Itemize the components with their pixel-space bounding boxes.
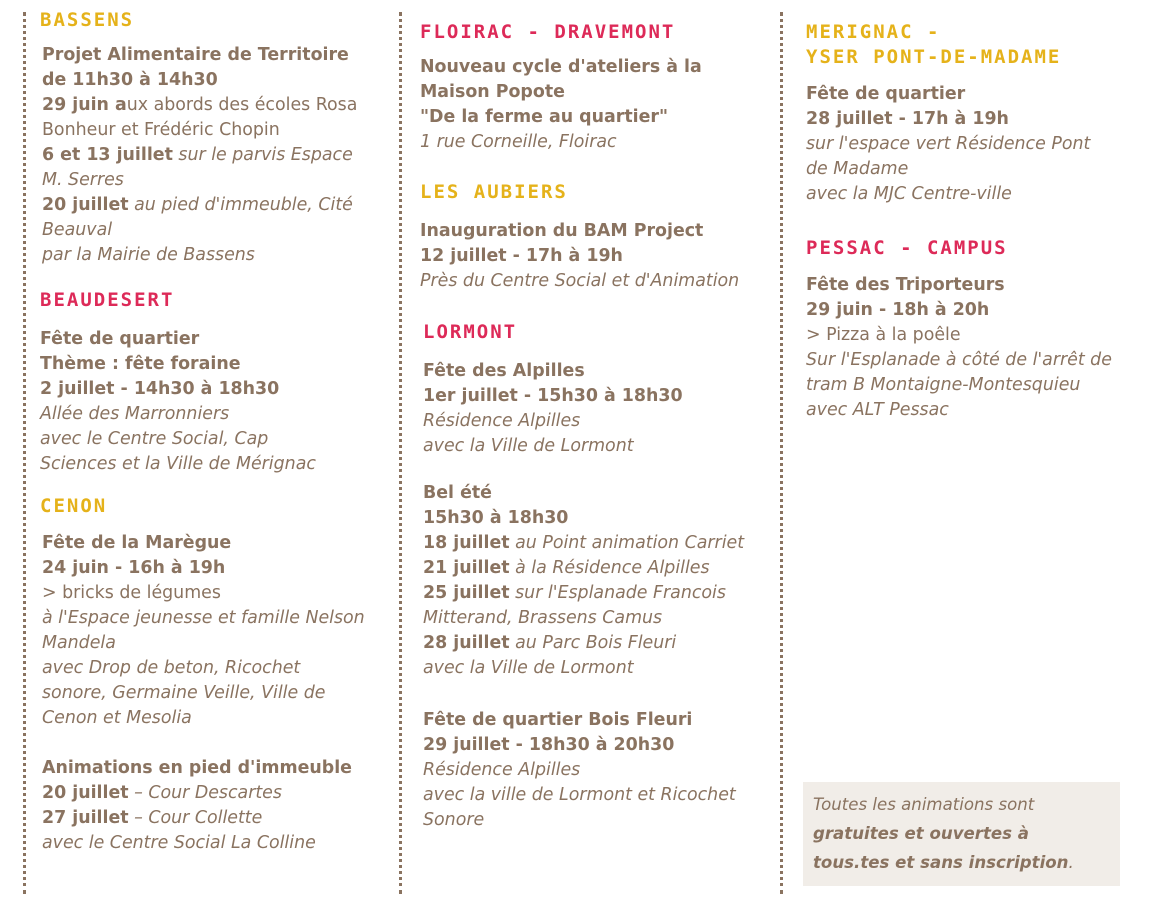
event-location: Résidence Alpilles xyxy=(423,411,581,431)
event-detail: Beauval xyxy=(42,220,113,240)
event-organizer: avec ALT Pessac xyxy=(806,400,949,420)
event-time: 1er juillet - 15h30 à 18h30 xyxy=(423,386,683,406)
event-location: Mandela xyxy=(42,633,116,653)
event-organizer: Cenon et Mesolia xyxy=(42,708,192,728)
event-title: Maison Popote xyxy=(420,82,565,102)
section-aubiers xyxy=(420,180,776,294)
event-time: 15h30 à 18h30 xyxy=(423,508,569,528)
event-time: 28 juillet - 17h à 19h xyxy=(806,109,1009,129)
event-organizer: avec Drop de beton, Ricochet xyxy=(42,658,301,678)
event-location: Allée des Marronniers xyxy=(40,404,230,424)
event-detail: 20 juillet au pied d'immeuble, Cité xyxy=(42,195,353,215)
note-line: gratuites et ouvertes à xyxy=(813,824,1030,843)
event-detail: 27 juillet – Cour Collette xyxy=(42,808,263,828)
event-detail: 20 juillet – Cour Descartes xyxy=(42,783,282,803)
event-location: Près du Centre Social et d'Animation xyxy=(420,271,740,291)
divider-left xyxy=(23,12,26,894)
event-detail: > Pizza à la poêle xyxy=(806,325,961,345)
event-detail: 18 juillet au Point animation Carriet xyxy=(423,533,745,553)
event-organizer: avec la Ville de Lormont xyxy=(423,436,634,456)
event-time: de 11h30 à 14h30 xyxy=(42,70,218,90)
event-title: Bel été xyxy=(423,483,492,503)
free-entry-note xyxy=(803,782,1120,886)
event-detail: 25 juillet sur l'Esplanade Francois xyxy=(423,583,726,603)
event-organizer: avec la Ville de Lormont xyxy=(423,658,634,678)
section-bassens xyxy=(40,8,395,268)
event-organizer: Sonore xyxy=(423,810,485,830)
event-time: 12 juillet - 17h à 19h xyxy=(420,246,623,266)
event-time: 29 juin - 18h à 20h xyxy=(806,300,990,320)
event-organizer: avec le Centre Social, Cap xyxy=(40,429,269,449)
heading-cenon: CENON xyxy=(40,495,108,517)
event-detail: Mitterand, Brassens Camus xyxy=(423,608,663,628)
event-title: "De la ferme au quartier" xyxy=(420,107,669,127)
event-detail: 6 et 13 juillet sur le parvis Espace xyxy=(42,145,353,165)
note-line: Toutes les animations sont xyxy=(813,795,1035,814)
event-location: de Madame xyxy=(806,159,909,179)
event-location: Sur l'Esplanade à côté de l'arrêt de xyxy=(806,350,1112,370)
event-organizer: par la Mairie de Bassens xyxy=(42,245,255,265)
divider-right xyxy=(780,12,783,894)
event-title: Fête des Alpilles xyxy=(423,361,585,381)
event-title: Inauguration du BAM Project xyxy=(420,221,704,241)
heading-pessac: PESSAC - CAMPUS xyxy=(806,237,1008,259)
section-cenon xyxy=(40,494,395,856)
event-detail: Bonheur et Frédéric Chopin xyxy=(42,120,280,140)
event-location: tram B Montaigne-Montesquieu xyxy=(806,375,1081,395)
heading-aubiers: LES AUBIERS xyxy=(420,181,568,203)
note-line: tous.tes et sans inscription. xyxy=(813,853,1074,872)
heading-beaudesert: BEAUDESERT xyxy=(40,289,175,311)
event-title: Nouveau cycle d'ateliers à la xyxy=(420,57,702,77)
event-title: Fête de quartier Bois Fleuri xyxy=(423,710,693,730)
event-location: 1 rue Corneille, Floirac xyxy=(420,132,617,152)
heading-bassens: BASSENS xyxy=(40,9,135,31)
section-floirac xyxy=(420,20,776,155)
event-organizer: avec la ville de Lormont et Ricochet xyxy=(423,785,736,805)
section-beaudesert xyxy=(40,288,395,477)
event-title: Fête de la Marègue xyxy=(42,533,232,553)
event-theme: Thème : fête foraine xyxy=(40,354,241,374)
heading-merignac-line2: YSER PONT-DE-MADAME xyxy=(806,46,1062,68)
event-location: sur l'espace vert Résidence Pont xyxy=(806,134,1091,154)
section-lormont xyxy=(420,320,776,833)
event-title: Fête de quartier xyxy=(40,329,200,349)
event-detail: > bricks de légumes xyxy=(42,583,221,603)
event-title: Animations en pied d'immeuble xyxy=(42,758,352,778)
event-location: Résidence Alpilles xyxy=(423,760,581,780)
event-detail: M. Serres xyxy=(42,170,124,190)
event-detail: 28 juillet au Parc Bois Fleuri xyxy=(423,633,677,653)
event-time: 2 juillet - 14h30 à 18h30 xyxy=(40,379,280,399)
section-pessac xyxy=(806,236,1156,423)
section-merignac xyxy=(806,20,1156,207)
divider-middle xyxy=(399,12,402,894)
event-title: Fête des Triporteurs xyxy=(806,275,1005,295)
heading-merignac-line1: MERIGNAC - xyxy=(806,21,941,43)
event-detail: 21 juillet à la Résidence Alpilles xyxy=(423,558,710,578)
event-time: 29 juillet - 18h30 à 20h30 xyxy=(423,735,675,755)
heading-lormont: LORMONT xyxy=(423,321,518,343)
event-time: 24 juin - 16h à 19h xyxy=(42,558,226,578)
event-title: Projet Alimentaire de Territoire xyxy=(42,45,349,65)
event-title: Fête de quartier xyxy=(806,84,966,104)
event-organizer: avec la MJC Centre-ville xyxy=(806,184,1012,204)
event-organizer: Sciences et la Ville de Mérignac xyxy=(40,454,316,474)
event-detail: 29 juin aux abords des écoles Rosa xyxy=(42,95,358,115)
event-location: à l'Espace jeunesse et famille Nelson xyxy=(42,608,365,628)
event-organizer: avec le Centre Social La Colline xyxy=(42,833,316,853)
event-organizer: sonore, Germaine Veille, Ville de xyxy=(42,683,326,703)
heading-floirac: FLOIRAC - DRAVEMONT xyxy=(420,21,676,43)
